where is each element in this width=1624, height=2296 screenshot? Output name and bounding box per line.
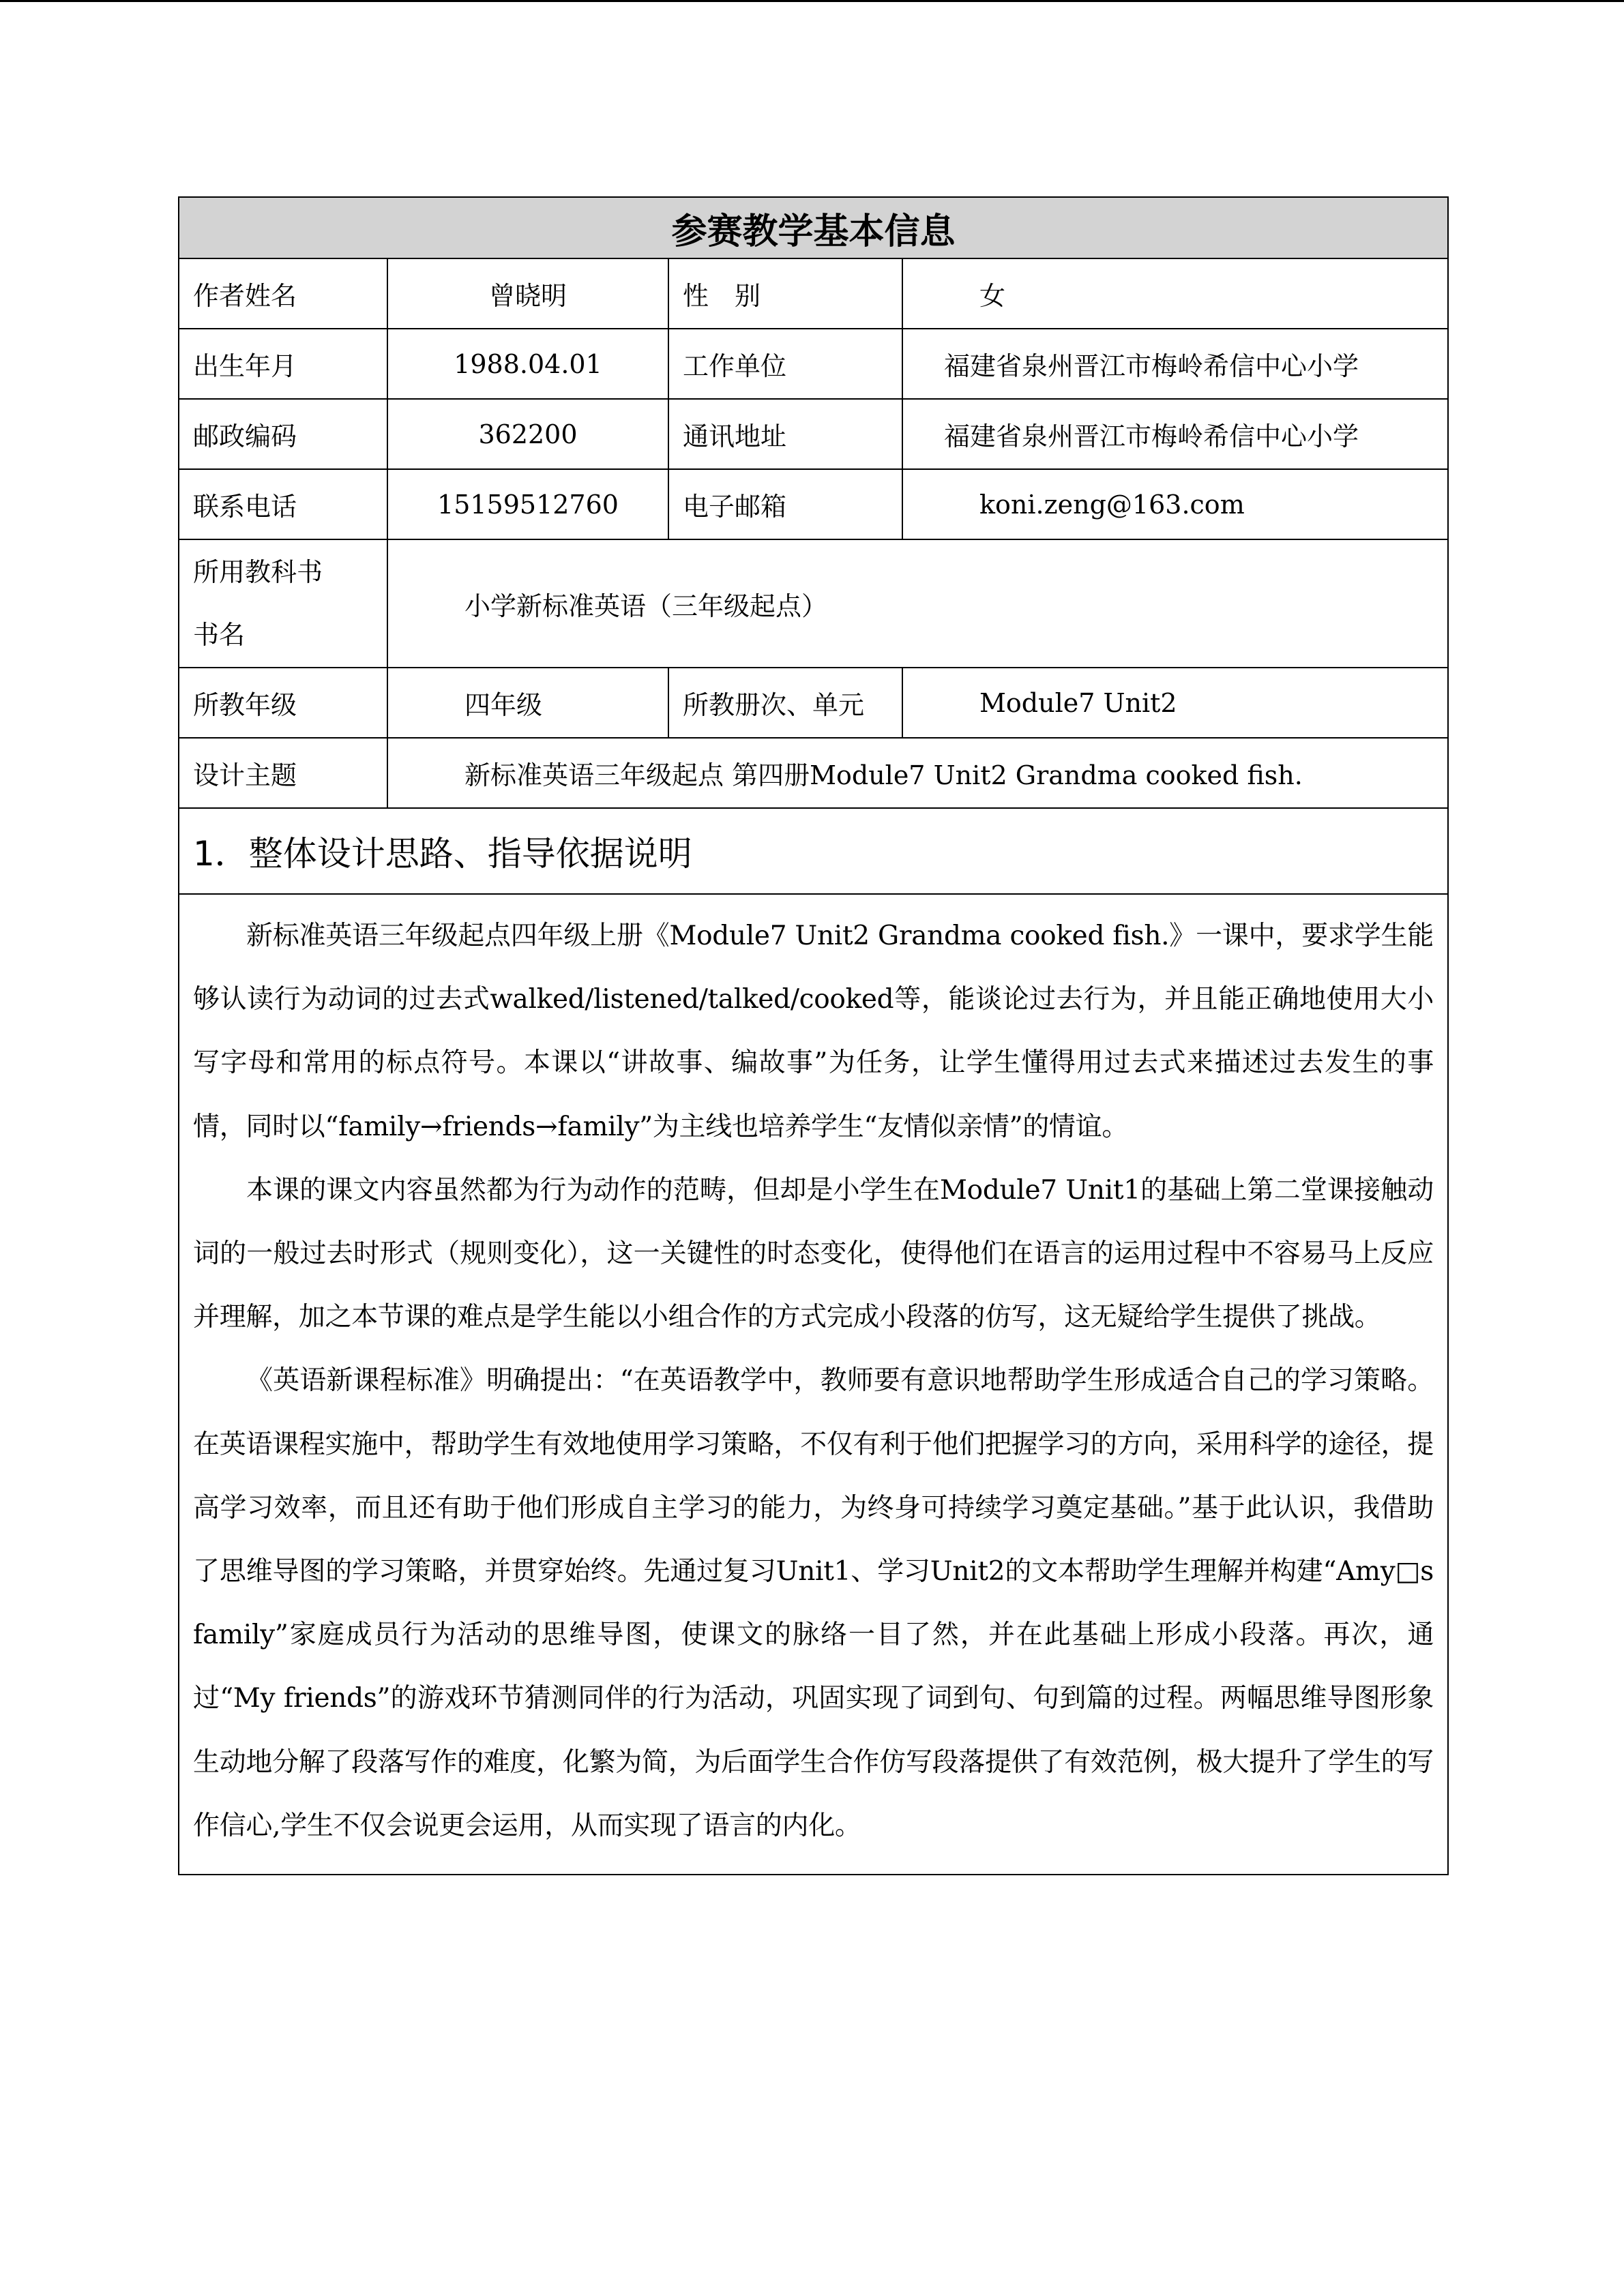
volume-label: 所教册次、单元 [668,668,902,738]
row-postcode [179,399,1448,469]
author-label: 作者姓名 [179,258,387,329]
email-label: 电子邮箱 [668,469,902,539]
row-textbook [179,539,1448,668]
section1-heading-row [179,808,1448,894]
textbook-value: 小学新标准英语（三年级起点） [387,539,1448,668]
row-author [179,258,1448,329]
address-value: 福建省泉州晋江市梅岭希信中心小学 [902,399,1448,469]
phone-value: 15159512760 [387,469,668,539]
phone-label: 联系电话 [179,469,387,539]
gender-value: 女 [902,258,1448,329]
birth-value: 1988.04.01 [387,329,668,399]
postcode-value: 362200 [387,399,668,469]
postcode-label: 邮政编码 [179,399,387,469]
table-title-row [179,197,1448,258]
gender-label: 性 别 [668,258,902,329]
section1-heading: 1．整体设计思路、指导依据说明 [179,808,1448,894]
section1-body [179,894,1448,1875]
textbook-label-line1: 所用教科书 [193,557,323,587]
section1-paragraph-3: 《英语新课程标准》明确提出：“在英语教学中，教师要有意识地帮助学生形成适合自己的学习策略。在英语课程实施中，帮助学生有效地使用学习策略，不仅有利于他们把握学习的方向，采用科学的途径，提高学习效率，而且还有助于他们形成自主学习的能力，为终身可持续学习奠定基础。”基于此认识，我借助了思维导图的学习策略，并贯穿始终。先通过复习Unit1、学习Unit2的文本帮助学生理解并构建“Amy□s family”家庭成员行为活动的思维导图，使课文的脉络一目了然，并在此基础上形成小段落。再次，通过“My friends”的游戏环节猜测同伴的行为活动，巩固实现了词到句、句到篇的过程。两幅思维导图形象生动地分解了段落写作的难度，化繁为简，为后面学生合作仿写段落提供了有效范例，极大提升了学生的写作信心,学生不仅会说更会运用，从而实现了语言的内化。 [193,1365,1434,1841]
grade-value: 四年级 [387,668,668,738]
section1-paragraph-1: 新标准英语三年级起点四年级上册《Module7 Unit2 Grandma cooked fish.》一课中，要求学生能够认读行为动词的过去式walked/listened/talked/cooked等，能谈论过去行为，并且能正确地使用大小写字母和常用的标点符号。本课以“讲故事、编故事”为任务，让学生懂得用过去式来描述过去发生的事情，同时以“family→friends→family”为主线也培养学生“友情似亲情”的情谊。 [193,921,1434,1142]
address-label: 通讯地址 [668,399,902,469]
table-title: 参赛教学基本信息 [179,197,1448,258]
section1-body-row [179,894,1448,1875]
row-birth [179,329,1448,399]
section1-paragraph-2: 本课的课文内容虽然都为行为动作的范畴，但却是小学生在Module7 Unit1的基础上第二堂课接触动词的一般过去时形式（规则变化），这一关键性的时态变化，使得他们在语言的运用过程中不容易马上反应并理解，加之本节课的难点是学生能以小组合作的方式完成小段落的仿写，这无疑给学生提供了挑战。 [193,1174,1434,1333]
volume-value: Module7 Unit2 [902,668,1448,738]
theme-label: 设计主题 [179,738,387,808]
textbook-label-line2: 书名 [193,620,246,650]
row-phone [179,469,1448,539]
row-theme [179,738,1448,808]
row-grade [179,668,1448,738]
work-label: 工作单位 [668,329,902,399]
top-border-line [0,0,1624,2]
email-value: koni.zeng@163.com [902,469,1448,539]
work-value: 福建省泉州晋江市梅岭希信中心小学 [902,329,1448,399]
theme-value: 新标准英语三年级起点 第四册Module7 Unit2 Grandma cooked fish. [387,738,1448,808]
birth-label: 出生年月 [179,329,387,399]
grade-label: 所教年级 [179,668,387,738]
author-value: 曾晓明 [387,258,668,329]
info-table [178,196,1449,1875]
textbook-label [179,539,387,668]
